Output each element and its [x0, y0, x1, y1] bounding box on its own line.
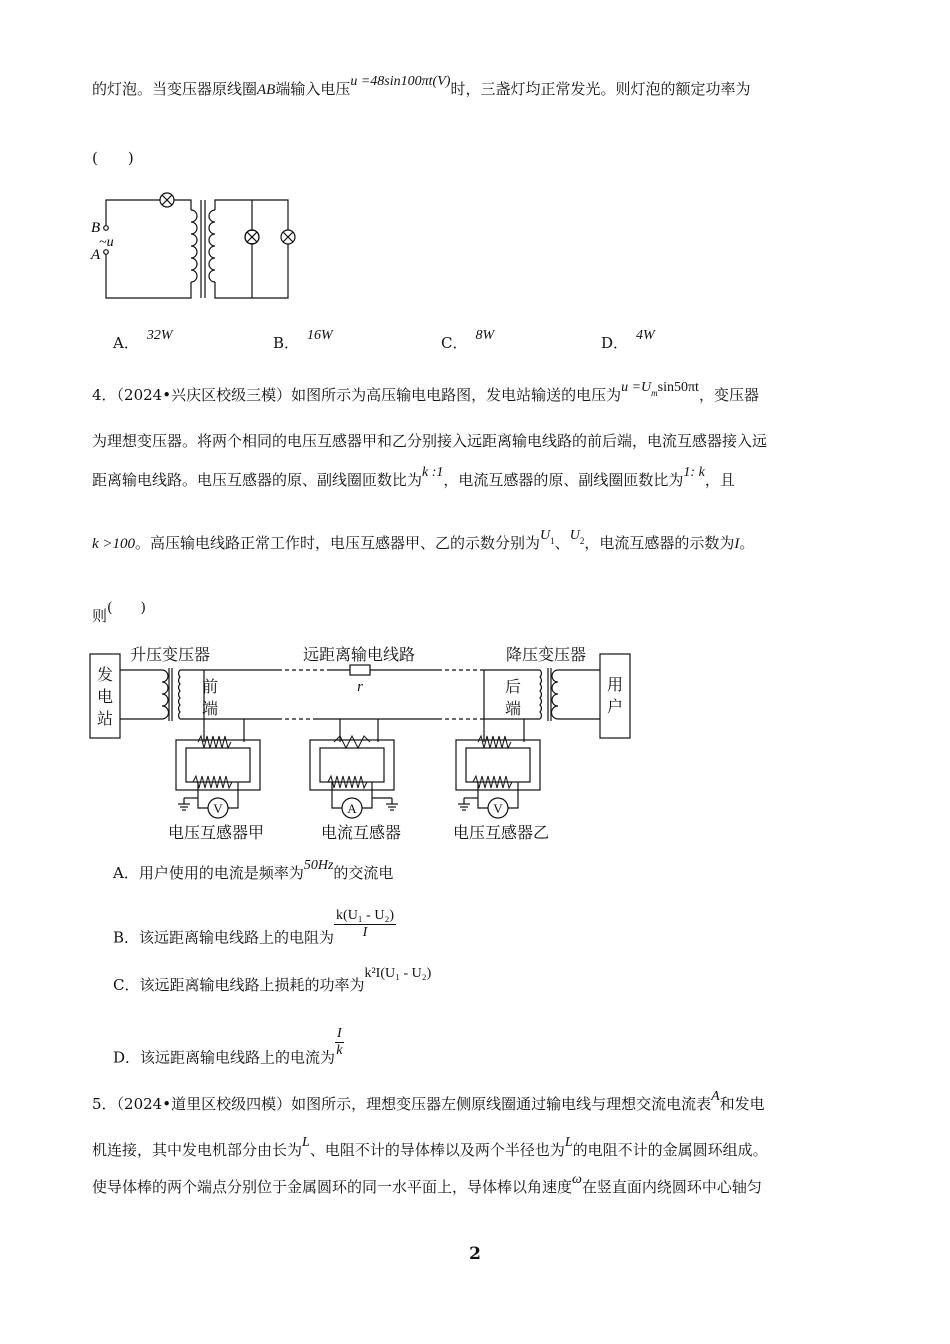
q5-line2: 机连接，其中发电机部分由长为L、电阻不计的导体棒以及两个半径也为L的电阻不计的金属圆环组成。: [92, 1135, 768, 1159]
svg-text:用: 用: [607, 675, 624, 694]
q3-option-d[interactable]: D． 4W: [601, 328, 655, 352]
q3-circuit-diagram: [86, 188, 306, 304]
svg-text:后: 后: [505, 677, 522, 696]
user-box: [600, 654, 630, 738]
svg-text:r: r: [357, 679, 363, 695]
svg-text:V: V: [493, 801, 503, 816]
q4-option-a[interactable]: A．用户使用的电流是频率为50Hz的交流电: [113, 858, 394, 882]
q4-line3: 距离输电线路。电压互感器的原、副线圈匝数比为k :1，电流互感器的原、副线圈匝数比为1: k，且: [92, 465, 735, 489]
label-vt-b: 电压互感器乙: [453, 823, 550, 842]
label-step-down: 降压变压器: [506, 645, 587, 664]
label-transmission-line: 远距离输电线路: [303, 645, 416, 664]
svg-text:A: A: [347, 801, 357, 816]
q3-paren: ( ): [92, 149, 134, 167]
svg-text:端: 端: [202, 699, 219, 718]
q4-transmission-diagram: [88, 640, 633, 845]
svg-text:端: 端: [505, 699, 522, 718]
svg-text:V: V: [213, 801, 223, 816]
q5-line1: 5．（2024•道里区校级四模）如图所示，理想变压器左侧原线圈通过输电线与理想交流电流表A和发电: [92, 1089, 765, 1113]
svg-text:发: 发: [97, 665, 114, 684]
label-u: ~u: [99, 235, 114, 250]
q4-option-c[interactable]: C．该远距离输电线路上损耗的功率为k²I(U₁ - U₂): [113, 966, 432, 994]
label-ct: 电流互感器: [321, 823, 402, 842]
q4-line1: 4．（2024•兴庆区校级三模）如图所示为高压输电电路图，发电站输送的电压为$u =U^m\sin 50\pi t$，变压器: [92, 380, 759, 404]
q5-line3: 使导体棒的两个端点分别位于金属圆环的同一水平面上，导体棒以角速度ω在竖直面内绕圆环中心轴匀: [92, 1172, 762, 1196]
terminal-b: [104, 226, 109, 231]
secondary-coil: [209, 210, 215, 282]
q4-option-b[interactable]: B．该远距离输电线路上的电阻为 $\frac{\text{k(U₁ - U₂)}}{I}$: [113, 908, 394, 947]
q3-option-a[interactable]: A． 32W: [113, 328, 173, 352]
svg-text:站: 站: [97, 709, 114, 728]
q4-line4: k >100。高压输电线路正常工作时，电压互感器甲、乙的示数分别为$U^1$、$U^2$，电流互感器的示数为I。: [92, 528, 755, 552]
terminal-a: [104, 250, 109, 255]
q3-line1: 的灯泡。当变压器原线圈AB端输入电压u =48sin100πt(V)时，三盏灯均正常发光。则灯泡的额定功率为: [92, 74, 751, 98]
svg-text:前: 前: [202, 677, 219, 696]
q3-option-c[interactable]: C． 8W: [441, 328, 495, 352]
q4-line2: 为理想变压器。将两个相同的电压互感器甲和乙分别接入远距离输电线路的前后端，电流互感器接入远: [92, 432, 768, 450]
q3-option-b[interactable]: B． 16W: [273, 328, 333, 352]
label-b: B: [91, 220, 101, 236]
resistor-r: [350, 665, 370, 675]
page-number: 2: [469, 1244, 481, 1264]
label-step-up: 升压变压器: [130, 645, 211, 664]
label-vt-a: 电压互感器甲: [168, 823, 265, 842]
label-a: A: [91, 247, 101, 263]
primary-coil: [191, 210, 197, 282]
svg-text:户: 户: [607, 697, 624, 716]
q4-line5: 则( ): [92, 600, 146, 625]
q4-option-d[interactable]: D．该远距离输电线路上的电流为 $\frac{I}{k}$: [113, 1026, 343, 1067]
svg-text:电: 电: [97, 687, 114, 706]
